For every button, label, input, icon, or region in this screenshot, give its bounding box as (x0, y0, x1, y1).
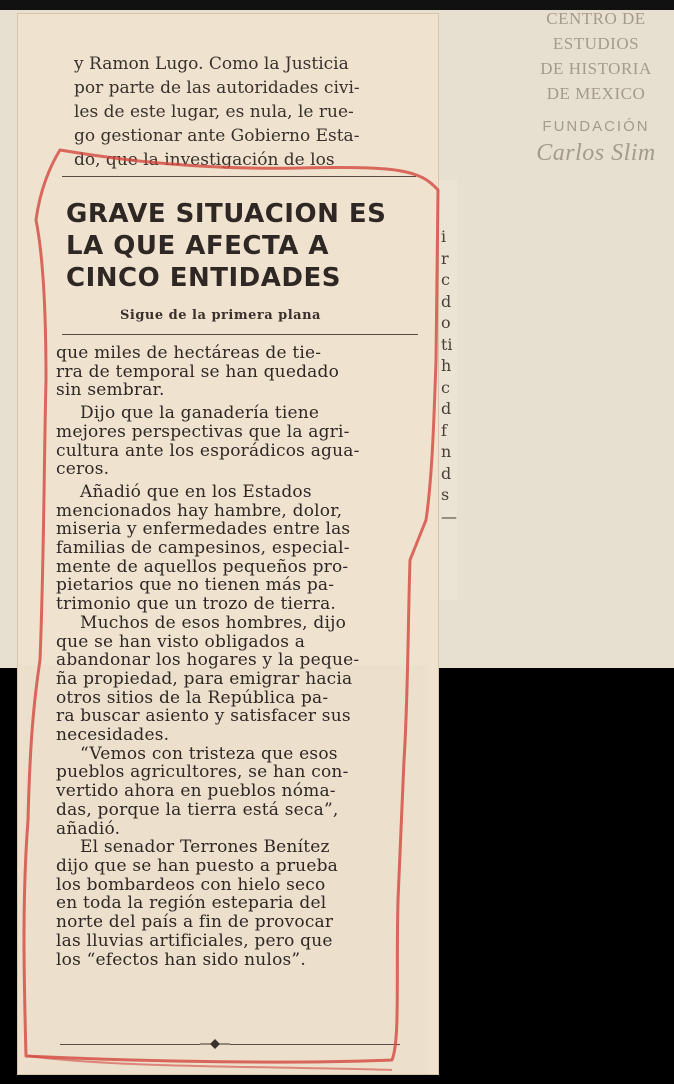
end-rule-right (230, 1044, 400, 1045)
body-line: sin sembrar. (56, 380, 165, 401)
body-line: El senador Terrones Benítez (80, 837, 330, 858)
fragment-line: por parte de las autoridades civi- (74, 78, 360, 98)
end-rule-left (60, 1044, 200, 1045)
edge-char: — (441, 506, 457, 526)
continuation-kicker: Sigue de la primera plana (120, 308, 321, 323)
fragment-line: les de este lugar, es nula, le rue- (74, 102, 354, 122)
section-rule (62, 176, 416, 177)
body-line: que miles de hectáreas de tie- (56, 343, 322, 363)
body-line: ra buscar asiento y satisfacer sus (56, 706, 351, 727)
headline-line-3: CINCO ENTIDADES (66, 263, 341, 293)
body-line: Añadió que en los Estados (80, 481, 312, 502)
edge-char: c (441, 377, 450, 397)
body-line: ña propiedad, para emigrar hacia (56, 668, 353, 689)
watermark-line-3: DE HISTORIA (540, 59, 652, 78)
body-line: las lluvias artificiales, pero que (56, 930, 333, 951)
body-line: familias de campesinos, especial- (56, 538, 350, 559)
article-body (56, 344, 418, 969)
edge-char: f (441, 420, 447, 440)
body-line: mencionados hay hambre, dolor, (56, 500, 343, 521)
watermark-line-2: ESTUDIOS (552, 34, 640, 53)
fragment-line: go gestionar ante Gobierno Esta- (74, 126, 360, 146)
body-line: Muchos de esos hombres, dijo (80, 612, 347, 633)
body-line: norte del país a fin de provocar (56, 912, 334, 933)
body-line: los “efectos han sido nulos”. (56, 949, 306, 970)
body-line: necesidades. (56, 725, 170, 746)
edge-char: d (441, 399, 452, 418)
edge-char: d (441, 463, 452, 483)
edge-char: o (441, 313, 451, 332)
body-line: dijo que se han puesto a prueba (56, 855, 339, 876)
body-line: vertido ahora en pueblos nóma- (56, 781, 336, 802)
body-line: mente de aquellos pequeños pro- (56, 556, 349, 577)
fragment-line: do, que la investigación de los (74, 150, 335, 170)
archive-watermark (526, 6, 666, 166)
body-line: en toda la región esteparia del (56, 893, 327, 914)
watermark-signature: Carlos Slim (536, 140, 656, 166)
body-line: pietarios que no tienen más pa- (56, 575, 335, 596)
body-line: “Vemos con tristeza que esos (80, 743, 338, 764)
edge-char: c (441, 270, 450, 289)
watermark-line-1: CENTRO DE (546, 9, 646, 28)
kicker-rule (62, 334, 418, 335)
body-line: añadió. (56, 818, 121, 839)
edge-char: s (441, 485, 450, 504)
watermark-foundation: FUNDACIÓN (542, 118, 650, 135)
end-ornament-icon (200, 1038, 230, 1050)
edge-char: d (441, 291, 452, 311)
body-line: otros sitios de la República pa- (56, 687, 329, 708)
body-line: das, porque la tierra está seca”, (56, 799, 339, 820)
headline-line-1: GRAVE SITUACION ES (66, 199, 387, 229)
headline-line-2: LA QUE AFECTA A (66, 231, 330, 261)
edge-char: n (441, 442, 452, 461)
body-line: ceros. (56, 459, 110, 480)
body-line: Dijo que la ganadería tiene (80, 403, 320, 424)
watermark-line-4: DE MEXICO (546, 84, 646, 103)
body-line: miseria y enfermedades entre las (56, 519, 351, 540)
body-line: rra de temporal se han quedado (56, 361, 340, 382)
edge-char: ti (441, 334, 453, 354)
fragment-line: y Ramon Lugo. Como la Justicia (74, 54, 349, 74)
body-line: pueblos agricultores, se han con- (56, 762, 349, 783)
body-line: mejores perspectivas que la agri- (56, 421, 350, 442)
edge-char: i (441, 227, 447, 246)
body-line: que se han visto obligados a (56, 631, 306, 652)
body-line: los bombardeos con hielo seco (56, 874, 326, 895)
body-line: cultura ante los esporádicos agua- (56, 440, 360, 461)
body-line: trimonio que un trozo de tierra. (56, 594, 337, 615)
edge-char: r (441, 248, 449, 268)
article-headline (66, 198, 436, 294)
edge-char: h (441, 356, 452, 375)
previous-article-fragment (74, 52, 434, 172)
body-line: abandonar los hogares y la peque- (56, 650, 360, 671)
